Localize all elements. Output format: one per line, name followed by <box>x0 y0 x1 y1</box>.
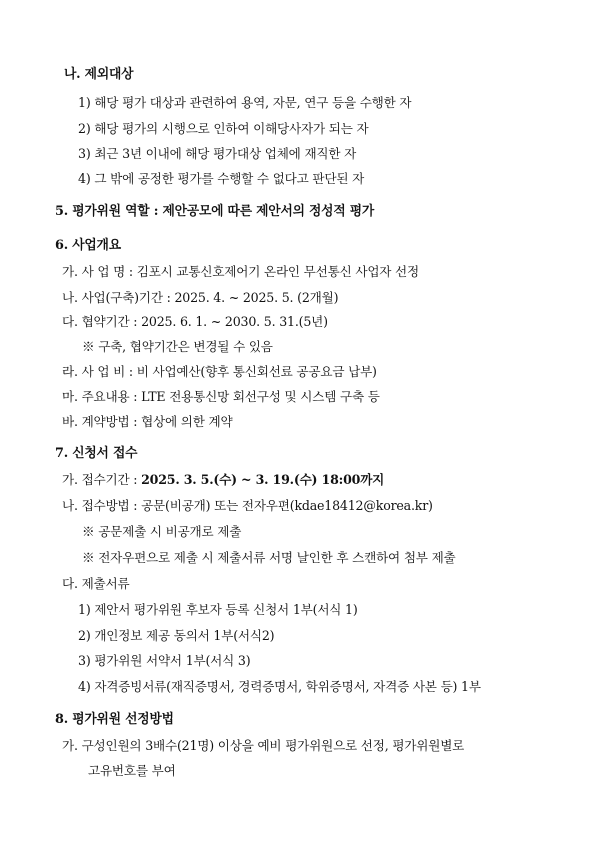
selection-method-line-1: 가. 구성인원의 3배수(21명) 이상을 예비 평가위원으로 선정, 평가위원별로 <box>62 738 465 753</box>
reception-period-value: 2025. 3. 5.(수) ~ 3. 19.(수) 18:00까지 <box>141 472 385 487</box>
exclusion-item-4: 4) 그 밖에 공정한 평가를 수행할 수 없다고 판단된 자 <box>78 171 365 186</box>
project-name: 가. 사 업 명 : 김포시 교통신호제어기 온라인 무선통신 사업자 선정 <box>62 264 419 279</box>
section-6-heading: 6. 사업개요 <box>55 238 121 253</box>
exclusion-item-1: 1) 해당 평가 대상과 관련하여 용역, 자문, 연구 등을 수행한 자 <box>78 95 412 110</box>
section-8-heading: 8. 평가위원 선정방법 <box>55 712 174 727</box>
period-change-note: ※ 구축, 협약기간은 변경될 수 있음 <box>82 339 273 354</box>
exclusion-item-2: 2) 해당 평가의 시행으로 인하여 이해당사자가 되는 자 <box>78 121 369 136</box>
agreement-period: 다. 협약기간 : 2025. 6. 1. ~ 2030. 5. 31.(5년) <box>62 314 328 329</box>
submission-documents-heading: 다. 제출서류 <box>62 576 130 591</box>
section-na-heading: 나. 제외대상 <box>64 67 134 82</box>
project-budget: 라. 사 업 비 : 비 사업예산(향후 통신회선료 공공요금 납부) <box>62 364 377 379</box>
selection-method-line-2: 고유번호를 부여 <box>88 763 176 778</box>
document-item-2: 2) 개인정보 제공 동의서 1부(서식2) <box>78 628 275 643</box>
document-item-1: 1) 제안서 평가위원 후보자 등록 신청서 1부(서식 1) <box>78 602 358 617</box>
section-5-heading: 5. 평가위원 역할 : 제안공모에 따른 제안서의 정성적 평가 <box>55 204 375 219</box>
official-letter-note: ※ 공문제출 시 비공개로 제출 <box>82 524 242 539</box>
contract-method: 바. 계약방법 : 협상에 의한 계약 <box>62 414 233 429</box>
reception-method: 나. 접수방법 : 공문(비공개) 또는 전자우편(kdae18412@korea.kr) <box>62 498 433 513</box>
main-content: 마. 주요내용 : LTE 전용통신망 회선구성 및 시스템 구축 등 <box>62 389 380 404</box>
document-item-4: 4) 자격증빙서류(재직증명서, 경력증명서, 학위증명서, 자격증 사본 등) 1부 <box>78 679 481 694</box>
reception-period-label: 가. 접수기간 : <box>62 472 142 487</box>
reception-period <box>62 472 384 488</box>
section-7-heading: 7. 신청서 접수 <box>55 446 138 461</box>
construction-period: 나. 사업(구축)기간 : 2025. 4. ~ 2025. 5. (2개월) <box>62 290 339 305</box>
email-submission-note: ※ 전자우편으로 제출 시 제출서류 서명 날인한 후 스캔하여 첨부 제출 <box>82 550 456 565</box>
exclusion-item-3: 3) 최근 3년 이내에 해당 평가대상 업체에 재직한 자 <box>78 146 357 161</box>
document-item-3: 3) 평가위원 서약서 1부(서식 3) <box>78 653 251 668</box>
